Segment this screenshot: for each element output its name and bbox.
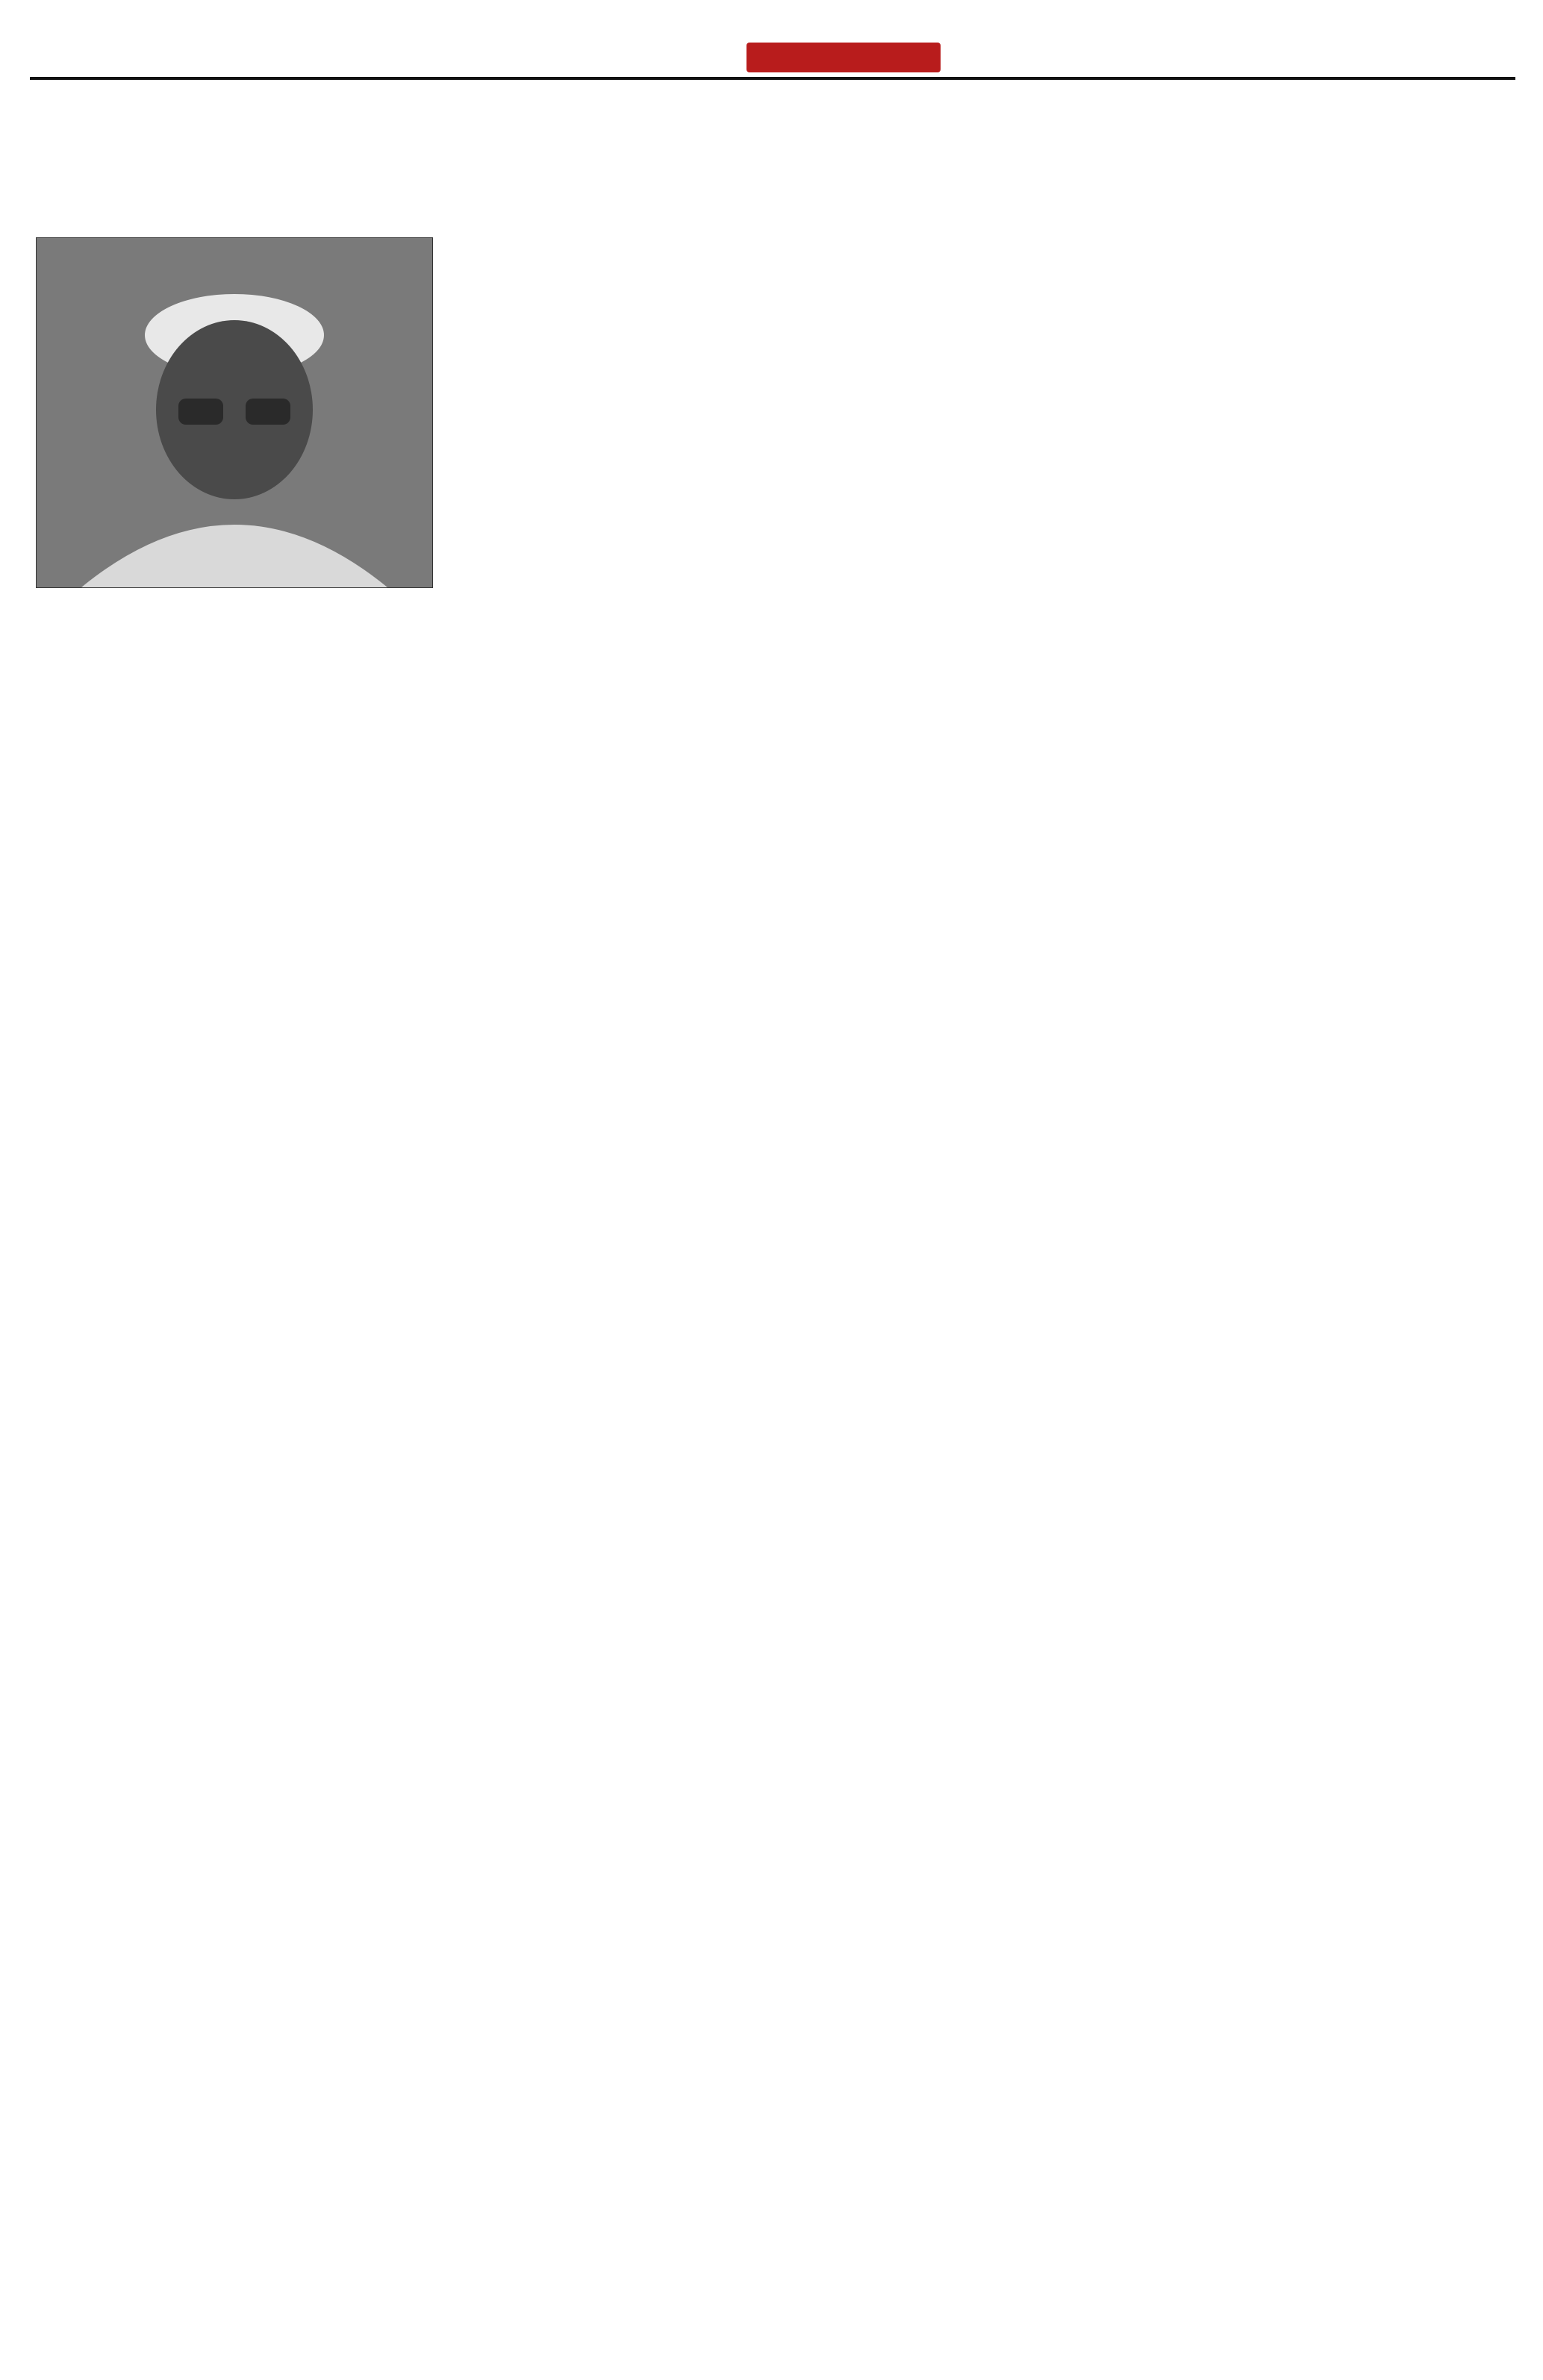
portrait-illustration — [37, 238, 432, 587]
page-header — [30, 41, 1515, 80]
paper-name — [746, 43, 941, 72]
main-story-body-left — [36, 613, 430, 1016]
main-story-body-right — [442, 237, 1082, 655]
rescue-navy-body — [1097, 142, 1515, 455]
portrait-photo — [36, 237, 433, 588]
